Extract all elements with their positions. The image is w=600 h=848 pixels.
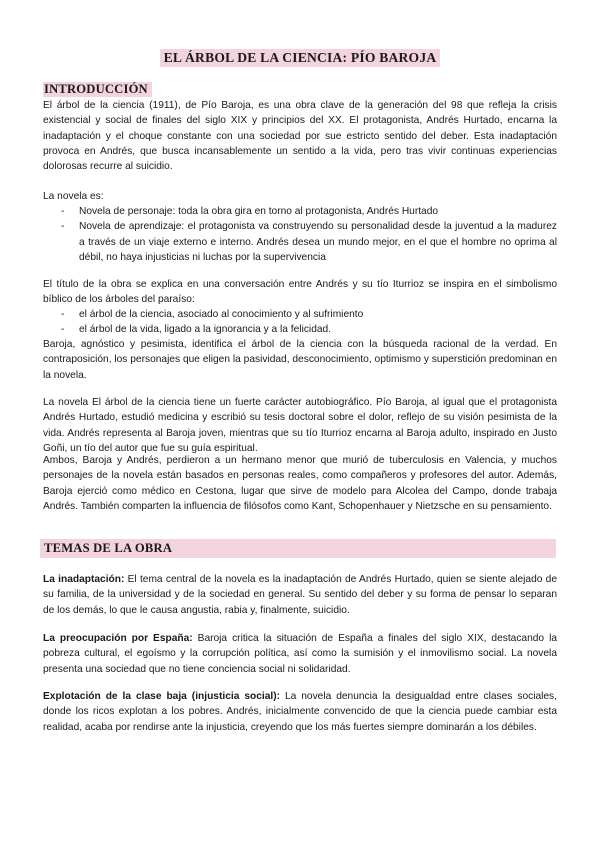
intro-paragraph: [43, 98, 557, 174]
document-title-wrap: [0, 49, 600, 67]
intro-paragraph-text: El árbol de la ciencia (1911), de Pío Baroja, es una obra clave de la generación del 98 que refleja la crisis existencial y social de finales del siglo XIX y principios del XX. El protagonista, Andrés Hurtado, encarna la inadaptación y el choque constante con una sociedad por sue estricto sentido del deber. Esta inadaptación provoca en Andrés, que busca incansablemente un sentido a la vida, pero tras vivir continuas experiencias dolorosas recurre al suicidio.: [43, 100, 557, 173]
baroja-paragraph-text: Baroja, agnóstico y pesimista, identifica el árbol de la ciencia con la búsqueda racional de la verdad. En contraposición, los personajes que eligen la pasividad, desconocimiento, optimismo y superstición predominan en la novela.: [43, 339, 557, 381]
tema-preocupacion-espana: [43, 631, 557, 677]
ambos-paragraph: [43, 453, 557, 514]
document-title: EL ÁRBOL DE LA CIENCIA: PÍO BAROJA: [160, 49, 441, 67]
ambos-paragraph-text: Ambos, Baroja y Andrés, perdieron a un hermano menor que murió de tuberculosis en Valencia, y muchos personajes de la novela están basados en personas reales, como compañeros y profesores del autor. Además, Baroja ejerció como médico en Cestona, lugar que sirve de modelo para Alcolea del Campo, donde trabaja Andrés. También comparten la influencia de filósofos como Kant, Schopenhauer y Nietzsche en su pensamiento.: [43, 455, 557, 512]
list-item-text: Novela de aprendizaje: el protagonista va construyendo su personalidad desde la juventud a la madurez a través de un viaje externo e interno. Andrés desea un mundo mejor, en el que el hombre no oprima al débil, no haya injusticias ni luchas por la supervivencia: [79, 221, 557, 263]
tema-explotacion: [43, 689, 557, 735]
novela-es-label-text: La novela es:: [43, 191, 104, 202]
dash-bullet: -: [61, 309, 65, 320]
list-item: [43, 322, 557, 337]
dash-bullet: -: [61, 221, 65, 233]
arboles-list: [43, 307, 557, 338]
temas-heading: TEMAS DE LA OBRA: [40, 539, 556, 558]
titulo-paragraph-text: El título de la obra se explica en una conversación entre Andrés y su tío Iturrioz se inspira en el simbolismo bíblico de los árboles del paraíso:: [43, 279, 557, 306]
tema-text: Baroja critica la situación de España a finales del siglo XIX, destacando la pobreza cultural, el egoísmo y la corrupción política, así como la sumisión y el inmovilismo social. La novela presenta una sociedad que no tiene conciencia social ni solidaridad.: [43, 633, 558, 675]
autobiografico-paragraph: [43, 395, 557, 456]
dash-bullet: -: [61, 324, 65, 336]
novela-es-label: [43, 189, 557, 204]
tema-text: La novela denuncia la desigualdad entre clases sociales, donde los ricos explotan a los pobres. Andrés, inicialmente convencido de que la ciencia puede cambiar esta realidad, acaba por rendirse ante la injusticia, creyendo que los más fuertes siempre dominarán a los débiles.: [43, 691, 557, 733]
list-item: [43, 307, 557, 322]
list-item-text: el árbol de la vida, ligado a la ignorancia y a la felicidad.: [79, 324, 332, 336]
tema-label: Explotación de la clase baja (injusticia social):: [43, 691, 280, 702]
introduccion-heading: INTRODUCCIÓN: [43, 82, 152, 97]
list-item: [43, 219, 557, 265]
tema-inadaptacion: [43, 572, 557, 618]
list-item-text: el árbol de la ciencia, asociado al conocimiento y al sufrimiento: [79, 309, 364, 320]
tema-text: El tema central de la novela es la inadaptación de Andrés Hurtado, quien se siente alejado de su familia, de la universidad y de la sociedad en general. Su sentido del deber y su forma de pensar lo separan de los demás, lo que le causa angustia, rabia y, finalmente, suicidio.: [43, 574, 557, 616]
titulo-paragraph: [43, 277, 557, 308]
tema-label: La inadaptación:: [43, 574, 125, 585]
tema-label: La preocupación por España:: [43, 633, 193, 644]
list-item-text: Novela de personaje: toda la obra gira en torno al protagonista, Andrés Hurtado: [79, 206, 439, 217]
dash-bullet: -: [61, 206, 65, 217]
list-item: [43, 204, 557, 219]
novela-es-list: [43, 204, 557, 265]
autobiografico-paragraph-text: La novela El árbol de la ciencia tiene un fuerte carácter autobiográfico. Pío Baroja, al igual que el protagonista Andrés Hurtado, estudió medicina y escribió su tesis doctoral sobre el dolor, reflejo de su visión pesimista de la vida. Andrés representa al Baroja joven, mientras que su tío Iturrioz encarna al Baroja adulto, inspirado en Justo Goñi, un tío del autor que fue su guía espiritual.: [43, 397, 557, 454]
baroja-paragraph: [43, 337, 557, 383]
